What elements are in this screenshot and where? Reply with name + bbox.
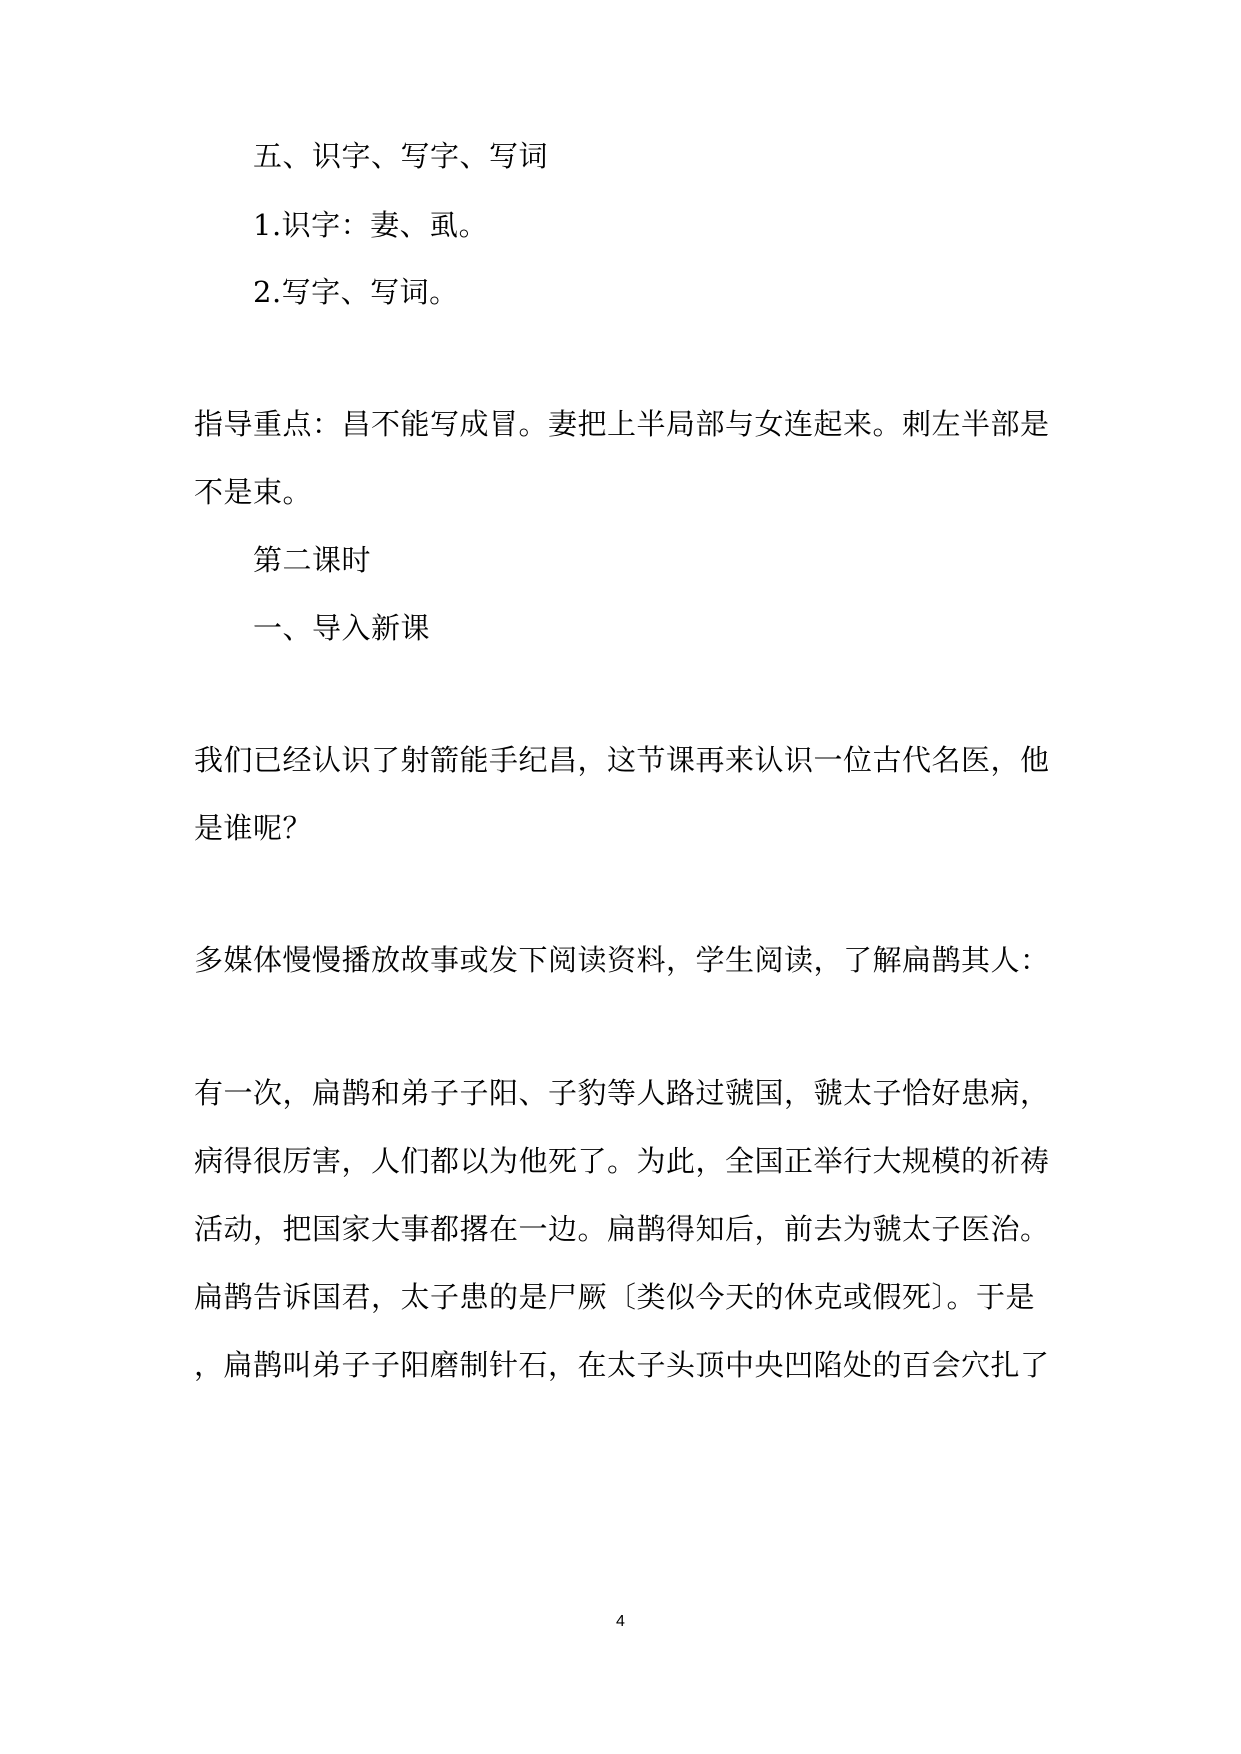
section-heading: 一、导入新课 [253, 611, 431, 645]
paragraph-line: 不是束。 [194, 475, 313, 509]
paragraph-line: ，扁鹊叫弟子子阳磨制针石，在太子头顶中央凹陷处的百会穴扎了 [194, 1348, 1050, 1382]
list-item: 1.识字：妻、虱。 [253, 208, 489, 242]
paragraph-line: 我们已经认识了射箭能手纪昌，这节课再来认识一位古代名医，他 [194, 743, 1050, 777]
paragraph-line: 有一次，扁鹊和弟子子阳、子豹等人路过虢国，虢太子恰好患病， [194, 1076, 1050, 1110]
section-heading: 五、识字、写字、写词 [253, 139, 549, 173]
list-item: 2.写字、写词。 [253, 275, 459, 309]
paragraph-line: 是谁呢？ [194, 811, 313, 845]
lesson-title: 第二课时 [253, 543, 372, 577]
paragraph-line: 病得很厉害，人们都以为他死了。为此，全国正举行大规模的祈祷 [194, 1144, 1050, 1178]
page-number: 4 [616, 1613, 625, 1630]
paragraph-line: 多媒体慢慢播放故事或发下阅读资料，学生阅读，了解扁鹊其人： [194, 943, 1050, 977]
paragraph-line: 扁鹊告诉国君，太子患的是尸厥〔类似今天的休克或假死〕。于是 [194, 1280, 1036, 1314]
paragraph-line: 指导重点：昌不能写成冒。妻把上半局部与女连起来。刺左半部是 [194, 407, 1050, 441]
paragraph-line: 活动，把国家大事都撂在一边。扁鹊得知后，前去为虢太子医治。 [194, 1212, 1050, 1246]
